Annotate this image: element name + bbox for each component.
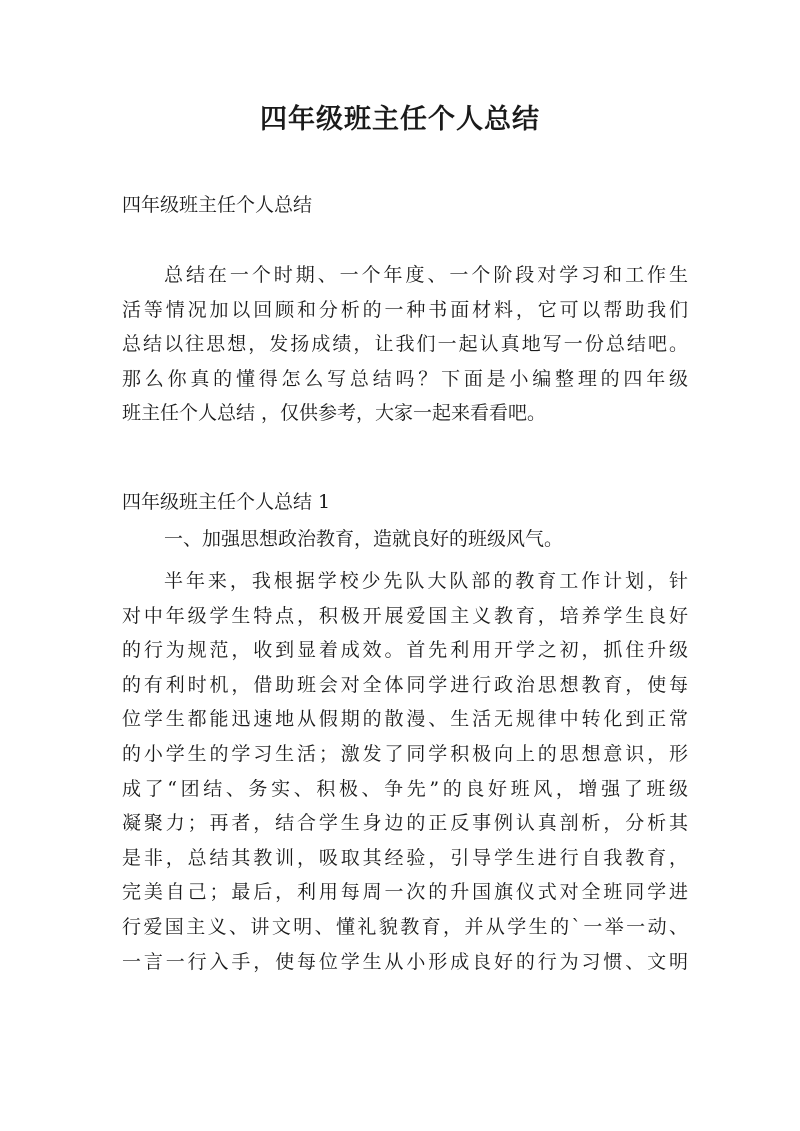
section-heading: 四年级班主任个人总结 1 <box>122 491 331 513</box>
point-heading: 一、加强思想政治教育，造就良好的班级风气。 <box>164 528 564 550</box>
body-line: 的小学生的学习生活；激发了同学积极向上的思想意识，形 <box>122 742 688 765</box>
intro-line: 班主任个人总结 ，仅供参考，大家一起来看看吧。 <box>122 402 547 425</box>
body-line: 位学生都能迅速地从假期的散漫、生活无规律中转化到正常 <box>122 708 688 731</box>
intro-line: 活等情况加以回顾和分析的一种书面材料，它可以帮助我们 <box>122 298 688 321</box>
body-line: 一言一行入手，使每位学生从小形成良好的行为习惯、文明 <box>122 950 688 973</box>
body-paragraph <box>122 564 688 979</box>
body-line: 行爱国主义、讲文明、懂礼貌教育，并从学生的`一举一动、 <box>122 915 688 938</box>
body-line: 的行为规范，收到显着成效。首先利用开学之初，抓住升级 <box>122 639 688 662</box>
intro-line: 总结以往思想，发扬成绩，让我们一起认真地写一份总结吧。 <box>122 333 688 356</box>
intro-paragraph <box>122 258 688 431</box>
body-line: 凝聚力；再者，结合学生身边的正反事例认真剖析，分析其 <box>122 812 688 835</box>
body-line: 完美自己；最后，利用每周一次的升国旗仪式对全班同学进 <box>122 881 688 904</box>
body-line: 对中年级学生特点，积极开展爱国主义教育，培养学生良好 <box>122 604 688 627</box>
intro-line: 那么你真的懂得怎么写总结吗？下面是小编整理的四年级 <box>122 367 688 390</box>
body-line: 的有利时机，借助班会对全体同学进行政治思想教育，使每 <box>122 673 688 696</box>
document-title: 四年级班主任个人总结 <box>260 104 540 135</box>
body-line: 成了“团结、务实、积极、争先”的良好班风，增强了班级 <box>122 777 688 800</box>
body-line: 半年来，我根据学校少先队大队部的教育工作计划，针 <box>164 570 688 592</box>
intro-line: 总结在一个时期、一个年度、一个阶段对学习和工作生 <box>164 264 688 286</box>
document-subtitle: 四年级班主任个人总结 <box>122 194 313 216</box>
body-line: 是非，总结其教训，吸取其经验，引导学生进行自我教育， <box>122 846 688 869</box>
